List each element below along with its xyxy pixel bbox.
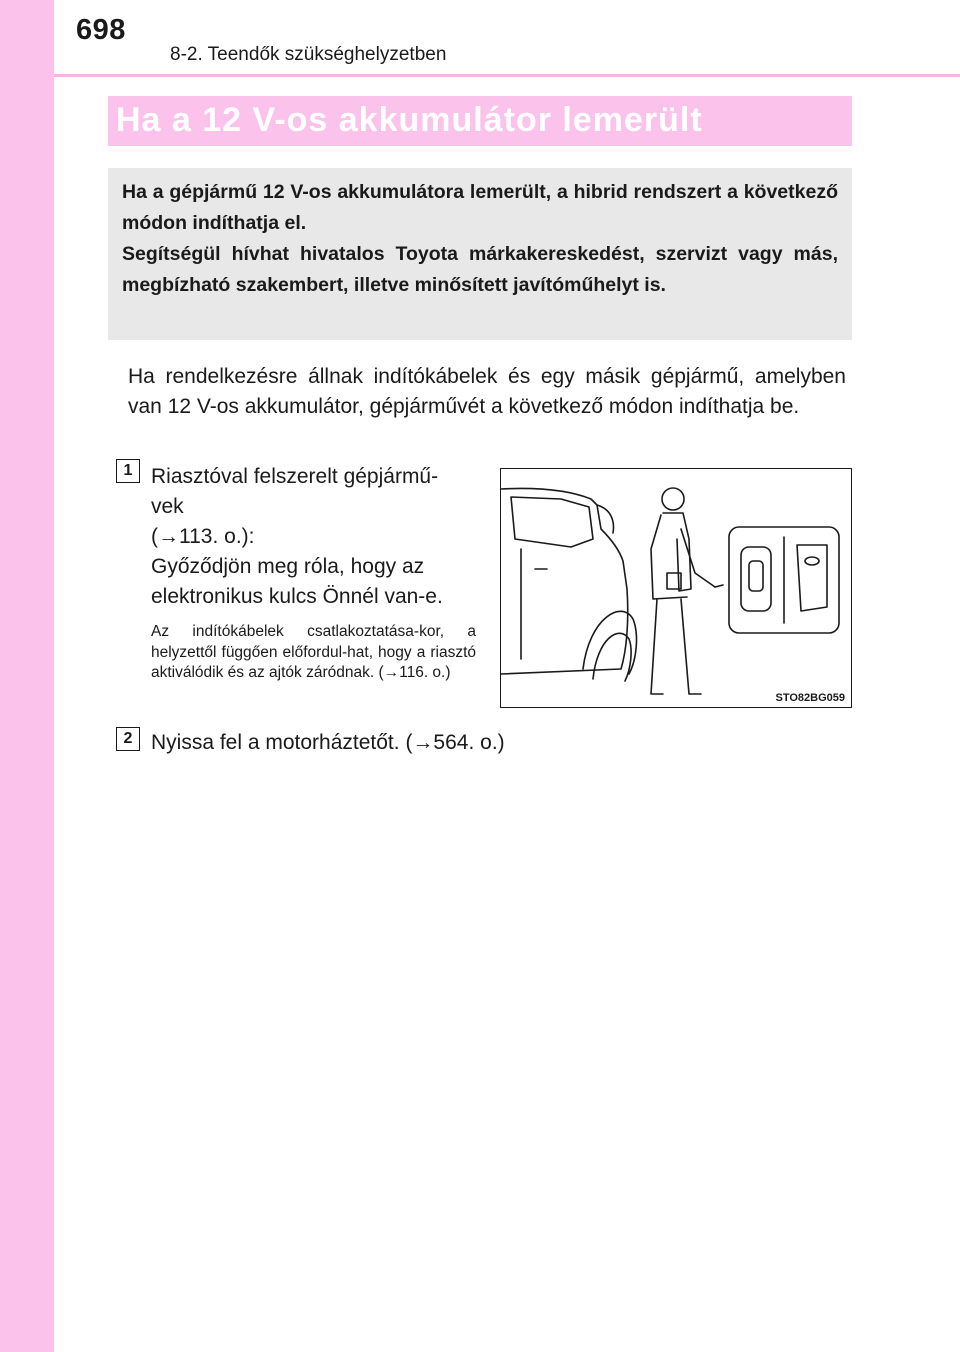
key-front — [741, 547, 771, 611]
person-head — [662, 488, 684, 510]
hand-reach — [715, 585, 723, 587]
figure-drawing — [501, 469, 851, 707]
step-2-number: 2 — [116, 727, 140, 751]
person-left-leg — [651, 599, 663, 694]
info-paragraph-1: Ha a gépjármű 12 V-os akkumulátora lemerült, a hibrid rendszert a következő módon indíthatja el. — [122, 181, 838, 234]
left-color-band — [0, 0, 54, 1352]
step-1-line: elektronikus kulcs Önnél van-e. — [151, 585, 443, 608]
key-front-button — [749, 561, 763, 591]
illustration-person-with-key-at-car — [500, 468, 852, 708]
step-1-page-reference: (→113. o.): — [151, 525, 255, 548]
car-window — [511, 497, 593, 547]
figure-code: STO82BG059 — [775, 692, 845, 704]
section-header: 8-2. Teendők szükséghelyzetben — [170, 44, 447, 65]
info-box-text — [122, 177, 838, 301]
page-title: Ha a 12 V-os akkumulátor lemerült — [116, 101, 703, 139]
info-paragraph-2: Segítségül hívhat hivatalos Toyota márkakereskedést, szervizt vagy más, megbízható szakembert, illetve minősített javítóműhelyt is. — [122, 243, 838, 296]
step-1-line: vek — [151, 495, 184, 518]
person-right-leg — [681, 599, 701, 694]
step-1-note: Az indítókábelek csatlakoztatása-kor, a helyzettől függően előfordul-hat, hogy a riasztó aktiválódik és az ajtók záródnak. (→116. o.) — [151, 623, 476, 681]
step-1-text — [151, 462, 481, 612]
car-wheel — [593, 633, 631, 681]
step-1-line: Győződjön meg róla, hogy az — [151, 555, 425, 578]
header-rule — [54, 74, 960, 77]
step-1-number: 1 — [116, 459, 140, 483]
intro-paragraph: Ha rendelkezésre állnak indítókábelek és egy másik gépjármű, amelyben van 12 V-os akkumulátor, gépjárművét a következő módon indíthatja be. — [128, 365, 846, 418]
step-2-text: Nyissa fel a motorháztetőt. (→564. o.) — [151, 731, 505, 754]
key-back — [797, 545, 827, 611]
car-body — [501, 488, 628, 674]
step-1-line: Riasztóval felszerelt gépjármű- — [151, 465, 439, 488]
page-number: 698 — [76, 14, 126, 46]
person-arm — [681, 529, 715, 587]
key-toyota-logo — [805, 557, 819, 565]
